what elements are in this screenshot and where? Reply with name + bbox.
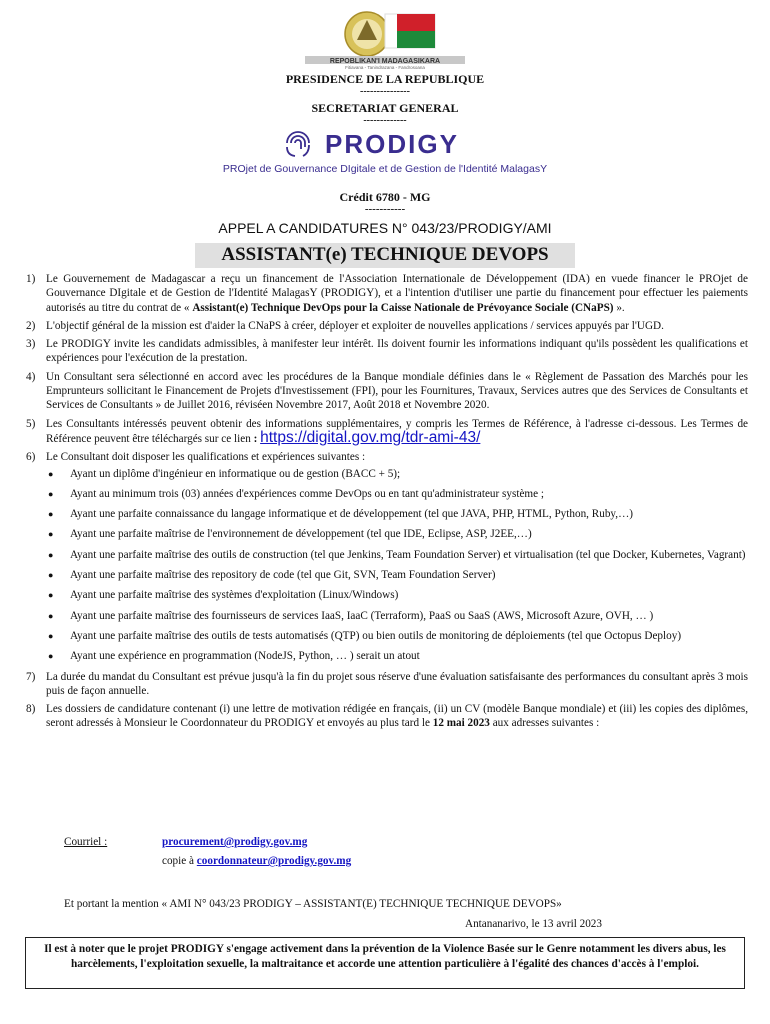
item-number: 3) [26,338,36,351]
courriel-label: Courriel : [64,836,108,848]
gbv-notice-box [25,937,745,989]
item-text: Les dossiers de candidature contenant (i) une lettre de motivation rédigée en français, (ii) un CV (modèle Banque mondiale) et (iii) les copies des diplômes, seront adressés à Monsieur le Coordonnateur du PRODIGY et envoyés au plus tard le [46,703,748,730]
item-text: Le Gouvernement de Madagascar a reçu un financement de l'Association Internationale de Développement (IDA) en vuede financer le PROjet de Gouvernance DIgitale et de Gestion de l'Identité MalagasY (PRODIGY), et a l'intention d'utiliser une partie du financement pour effectuer les paiements autorisés au titre du contrat de « [46,273,748,314]
prodigy-wordmark: PRODIGY [325,129,459,159]
emblem-caption: REPOBLIKAN'I MADAGASIKARA [329,58,441,65]
item-text: Un Consultant sera sélectionné en accord avec les procédures de la Banque mondiale définies dans le « Règlement de Passation des Marchés pour les Emprunteurs sollicitant le Financement de Projets d'Investissement (FPI), pour les Fournitures, Travaux, Services autres que des Services de Consultants et Services de Consultants » de Juillet 2016, réviséen Novembre 2017, Août 2018 et Novembre 2020. [46,370,748,412]
item-text: Le Consultant doit disposer les qualifications et expériences suivantes : [46,451,366,464]
gbv-notice-text: Il est à noter que le projet PRODIGY s'engage activement dans la prévention de la Violence Basée sur le Genre notamment les divers abus, les harcèlements, l'exploitation sexuelle, la maltraitance et accorde une attention particulière à l'égalité des chances d'accès à l'emploi. [44,943,726,970]
date-place: Antananarivo, le 13 avril 2023 [464,918,602,930]
item-number: 5) [26,417,36,430]
item-text: La durée du mandat du Consultant est prévue jusqu'à la fin du projet sous réserve d'une évaluation satisfaisante des performances du consultant après 3 mois puis de façon annuelle. [46,670,748,697]
deadline-date: 12 mai 2023 [432,717,490,730]
document-body [26,272,748,735]
qualification-item: ● Ayant une parfaite maîtrise des systèmes d'exploitation (Linux/Windows) [46,588,748,602]
page-title: ASSISTANT(e) TECHNIQUE DEVOPS [221,244,549,265]
list-item [26,702,748,731]
copy-line [162,855,351,867]
emblem-motto: Fitiavana - Tanindrazana - Fandrosoana [345,65,425,70]
qualification-item: ● Ayant un diplôme d'ingénieur en informatique ou de gestion (BACC + 5); [46,467,748,481]
qualification-item: ● Ayant une parfaite maîtrise des outils de construction (tel que Jenkins, Team Foundation Server) et virtualisation (tel que Docker, Kubernetes, Vagrant) [46,548,748,562]
item-text: Le PRODIGY invite les candidats admissibles, à manifester leur intérêt. Ils doivent fournir les informations indiquant qu'ils possèdent les qualifications et expériences pour l'exécution de la prestation. [46,338,748,365]
qualification-item: ● Ayant une parfaite maîtrise des repository de code (tel que Git, SVN, Team Foundation Server) [46,568,748,582]
item-number: 6) [26,451,36,464]
item-number: 4) [26,370,36,383]
qualification-item: ● Ayant une expérience en programmation (NodeJS, Python, … ) serait un atout [46,649,748,663]
item-text: aux adresses suivantes : [489,717,600,730]
subject-mention: Et portant la mention « AMI N° 043/23 PRODIGY – ASSISTANT(E) TECHNIQUE TECHNIQUE DEVOPS» [64,898,562,910]
prodigy-logo [281,126,496,160]
qualification-item: ● Ayant une parfaite connaissance du langage informatique et de développement (tel que JAVA, PHP, HTML, Python, Ruby,…) [46,507,748,521]
list-item [26,370,748,413]
presidence-heading: PRESIDENCE DE LA REPUBLIQUE [285,72,485,86]
item-number: 1) [26,273,36,285]
coordinator-email-link[interactable]: coordonnateur@prodigy.gov.mg [196,855,352,867]
qualification-item: ● Ayant une parfaite maîtrise de l'environnement de développement (tel que IDE, Eclipse, ASP, J2EE,…) [46,527,748,541]
item-separator: : [250,432,261,445]
copy-prefix: copie à [162,855,197,867]
credit-number: Crédit 6780 - MG [339,190,431,204]
item-number: 2) [26,319,36,332]
item-text: L'objectif général de la mission est d'aider la CNaPS à créer, déployer et exploiter de nouvelles applications / services appuyés par l'UGD. [46,319,664,332]
item-text: ». [613,301,625,314]
separator-dash: --------------- [360,86,410,97]
list-item [26,319,748,333]
separator-dash: ----------- [364,203,406,215]
appel-reference: APPEL A CANDIDATURES N° 043/23/PRODIGY/AMI [218,220,552,236]
list-item [26,417,748,447]
list-item [26,450,748,663]
qualification-item: ● Ayant une parfaite maîtrise des outils de tests automatisés (QTP) ou bien outils de monitoring de déploiements (tel que Octopus Deploy) [46,629,748,643]
list-item [26,670,748,699]
tdr-link[interactable]: https://digital.gov.mg/tdr-ami-43/ [260,428,481,446]
item-number: 8) [26,703,36,716]
list-item [26,337,748,366]
item-text: Les Consultants intéressés peuvent obtenir des informations supplémentaires, y compris les Termes de Référence, à l'adresse ci-dessous. Les Termes de Référence peuvent être téléchargés sur ce lien [46,417,748,445]
qualification-item: ● Ayant une parfaite maîtrise des fournisseurs de services IaaS, IaaC (Terraform), PaaS ou SaaS (AWS, Microsoft Azure, OVH, … ) [46,609,748,623]
procurement-email-link[interactable]: procurement@prodigy.gov.mg [162,836,308,848]
item-number: 7) [26,670,36,683]
qualification-list [46,467,748,664]
item-text-bold: Assistant(e) Technique DevOps pour la Caisse Nationale de Prévoyance Sociale (CNaPS) [192,301,614,314]
qualification-item: ● Ayant au minimum trois (03) années d'expériences comme DevOps ou en tant qu'administrateur système ; [46,487,748,501]
list-item [26,272,748,315]
secretariat-heading: SECRETARIAT GENERAL [311,101,459,115]
madagascar-emblem-logo [285,6,485,70]
separator-dash: ------------- [363,115,407,126]
fingerprint-icon [287,132,309,156]
prodigy-subtitle: PROjet de Gouvernance DIgitale et de Gestion de l'Identité MalagasY [222,163,548,175]
